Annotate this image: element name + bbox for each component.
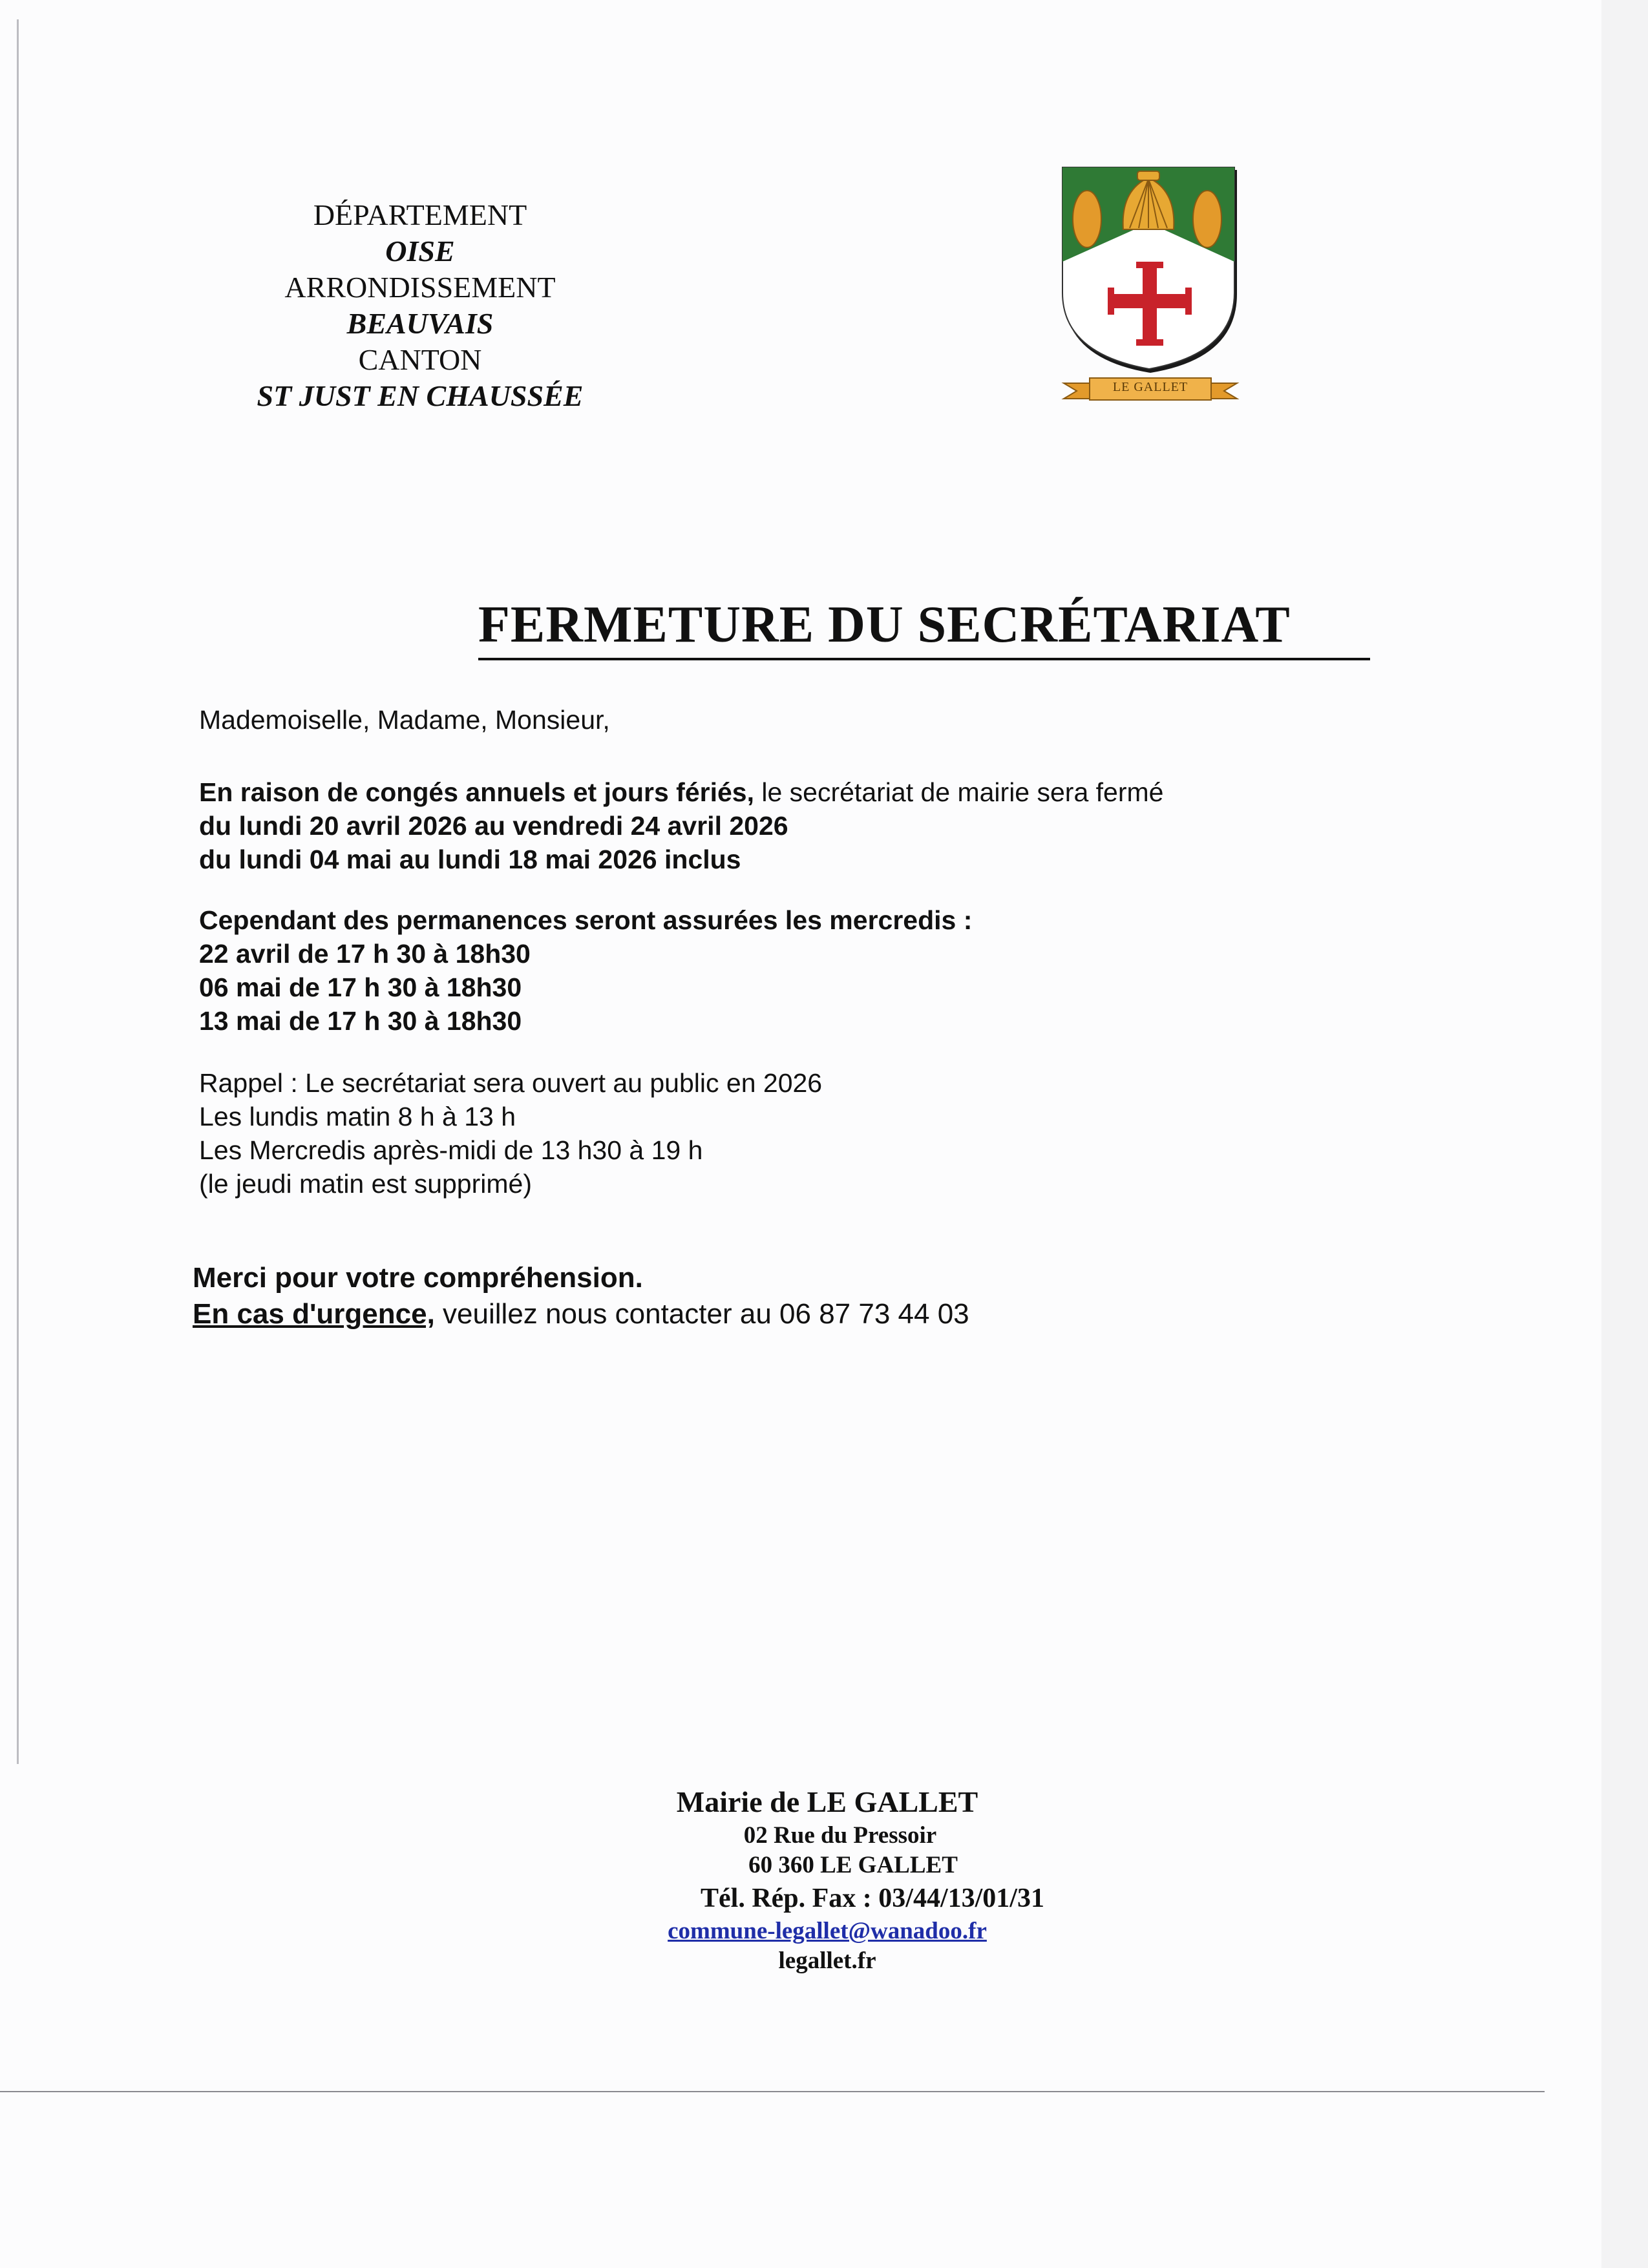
reminder-intro: Rappel : Le secrétariat sera ouvert au public en 2026 [199,1068,823,1098]
greeting-text: Mademoiselle, Madame, Monsieur, [199,705,610,735]
scan-edge-right [1601,0,1648,2268]
mairie-footer [582,1783,1073,1976]
header-beauvais: BEAUVAIS [346,307,494,340]
header-oise: OISE [385,235,455,268]
closure-period-1: du lundi 20 avril 2026 au vendredi 24 avril 2026 [199,811,788,841]
bottom-divider [0,2091,1545,2092]
administrative-header [213,197,627,414]
reminder-wednesday: Les Mercredis après-midi de 13 h30 à 19 h [199,1135,703,1165]
permanence-1: 22 avril de 17 h 30 à 18h30 [199,939,531,969]
closure-reason: En raison de congés annuels et jours fériés, [199,777,754,807]
mairie-phone: Tél. Rép. Fax : 03/44/13/01/31 [701,1884,1044,1913]
reminder-monday: Les lundis matin 8 h à 13 h [199,1102,516,1131]
scan-edge-left [17,19,19,1764]
closure-intro [199,775,1163,809]
mairie-city: 60 360 LE GALLET [748,1852,958,1878]
header-departement: DÉPARTEMENT [313,198,527,231]
coat-ribbon-text: LE GALLET [1112,380,1188,394]
header-canton: CANTON [358,343,482,376]
closure-period-2: du lundi 04 mai au lundi 18 mai 2026 inclus [199,845,741,874]
header-canton-name: ST JUST EN CHAUSSÉE [257,379,584,412]
mairie-website: legallet.fr [778,1948,876,1974]
closing-paragraph [193,1260,969,1332]
title-underline [478,658,1370,660]
permanence-3: 13 mai de 17 h 30 à 18h30 [199,1006,522,1036]
document-title: FERMETURE DU SECRÉTARIAT [478,596,1291,653]
urgent-label: En cas d'urgence, [193,1298,435,1330]
mairie-email-link[interactable]: commune-legallet@wanadoo.fr [668,1918,987,1944]
coat-of-arms-icon [1053,165,1247,404]
mairie-name: Mairie de LE GALLET [676,1785,978,1818]
urgent-contact [193,1296,969,1332]
urgent-phone: veuillez nous contacter au 06 87 73 44 03 [434,1298,969,1330]
reminder-thursday: (le jeudi matin est supprimé) [199,1169,532,1199]
reminder-paragraph [199,1066,822,1201]
mairie-street: 02 Rue du Pressoir [743,1822,937,1849]
closure-paragraph [199,775,1163,876]
closure-statement: le secrétariat de mairie sera fermé [754,777,1164,807]
header-arrondissement: ARRONDISSEMENT [284,271,556,304]
greeting [199,703,610,737]
permanences-intro: Cependant des permanences seront assurées les mercredis : [199,905,973,935]
thanks-text: Merci pour votre compréhension. [193,1262,643,1294]
permanences-paragraph [199,903,972,1038]
permanence-2: 06 mai de 17 h 30 à 18h30 [199,972,522,1002]
